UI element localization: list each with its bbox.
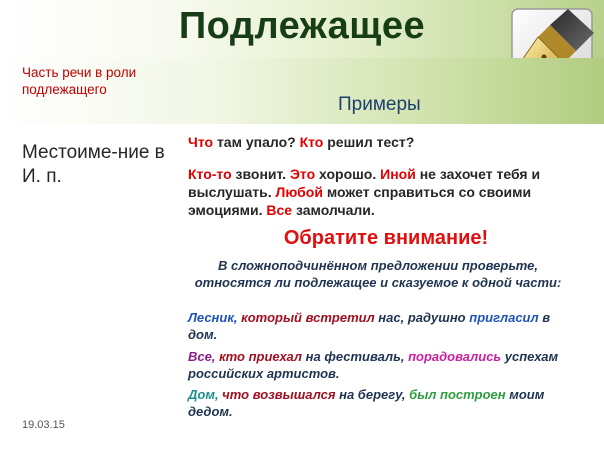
note-text: моим дедом. — [188, 387, 545, 419]
note-predicate: пригласил — [469, 310, 539, 325]
example-2 — [188, 165, 578, 219]
note-clause: который встретил — [241, 310, 375, 325]
slide-title: Подлежащее — [178, 5, 426, 47]
example-text: может справиться со своими эмоциями. — [188, 184, 532, 218]
note-predicate: порадовались — [408, 349, 502, 364]
note-example-2 — [188, 348, 568, 382]
subject-word: Иной — [380, 166, 416, 182]
note-text: на фестиваль, — [302, 349, 409, 364]
row-label-pronoun: Местоиме-ние в И. п. — [22, 142, 165, 187]
example-1 — [188, 133, 578, 151]
example-text: замолчали. — [292, 202, 375, 218]
note-text: в дом. — [188, 310, 551, 342]
subject-word: Все — [266, 202, 293, 218]
note-subject: Лесник, — [188, 310, 242, 325]
slide-date: 19.03.15 — [22, 419, 65, 431]
note-clause: что возвышался — [222, 387, 336, 402]
note-clause: кто приехал — [219, 349, 303, 364]
note-text: на берегу, — [335, 387, 410, 402]
subject-word: Любой — [275, 184, 323, 200]
attention-heading: Обратите внимание! — [283, 227, 489, 249]
example-text: решил тест? — [323, 134, 415, 150]
note-example-3 — [188, 386, 568, 420]
column-header-examples: Примеры — [338, 94, 421, 115]
note-subject: Все, — [188, 349, 220, 364]
note-subject: Дом, — [188, 387, 223, 402]
example-text: там упало? — [213, 134, 300, 150]
example-text: звонит. — [231, 166, 290, 182]
subject-word: Это — [289, 166, 316, 182]
subject-word: Что — [188, 134, 214, 150]
example-text: не захочет тебя и выслушать. — [188, 166, 541, 200]
note-instruction: В сложноподчинённом предложении проверьте, относятся ли подлежащее и сказуемое к одной части: — [194, 258, 562, 290]
subject-word: Кто — [299, 134, 324, 150]
note-example-1 — [188, 309, 568, 343]
example-text: хорошо. — [315, 166, 381, 182]
note-text: успехам российских артистов. — [188, 349, 559, 381]
subject-word: Кто-то — [188, 166, 232, 182]
column-header-part-of-speech: Часть речи в роли подлежащего — [22, 65, 137, 97]
note-text: нас, радушно — [374, 310, 470, 325]
note-predicate: был построен — [409, 387, 506, 402]
